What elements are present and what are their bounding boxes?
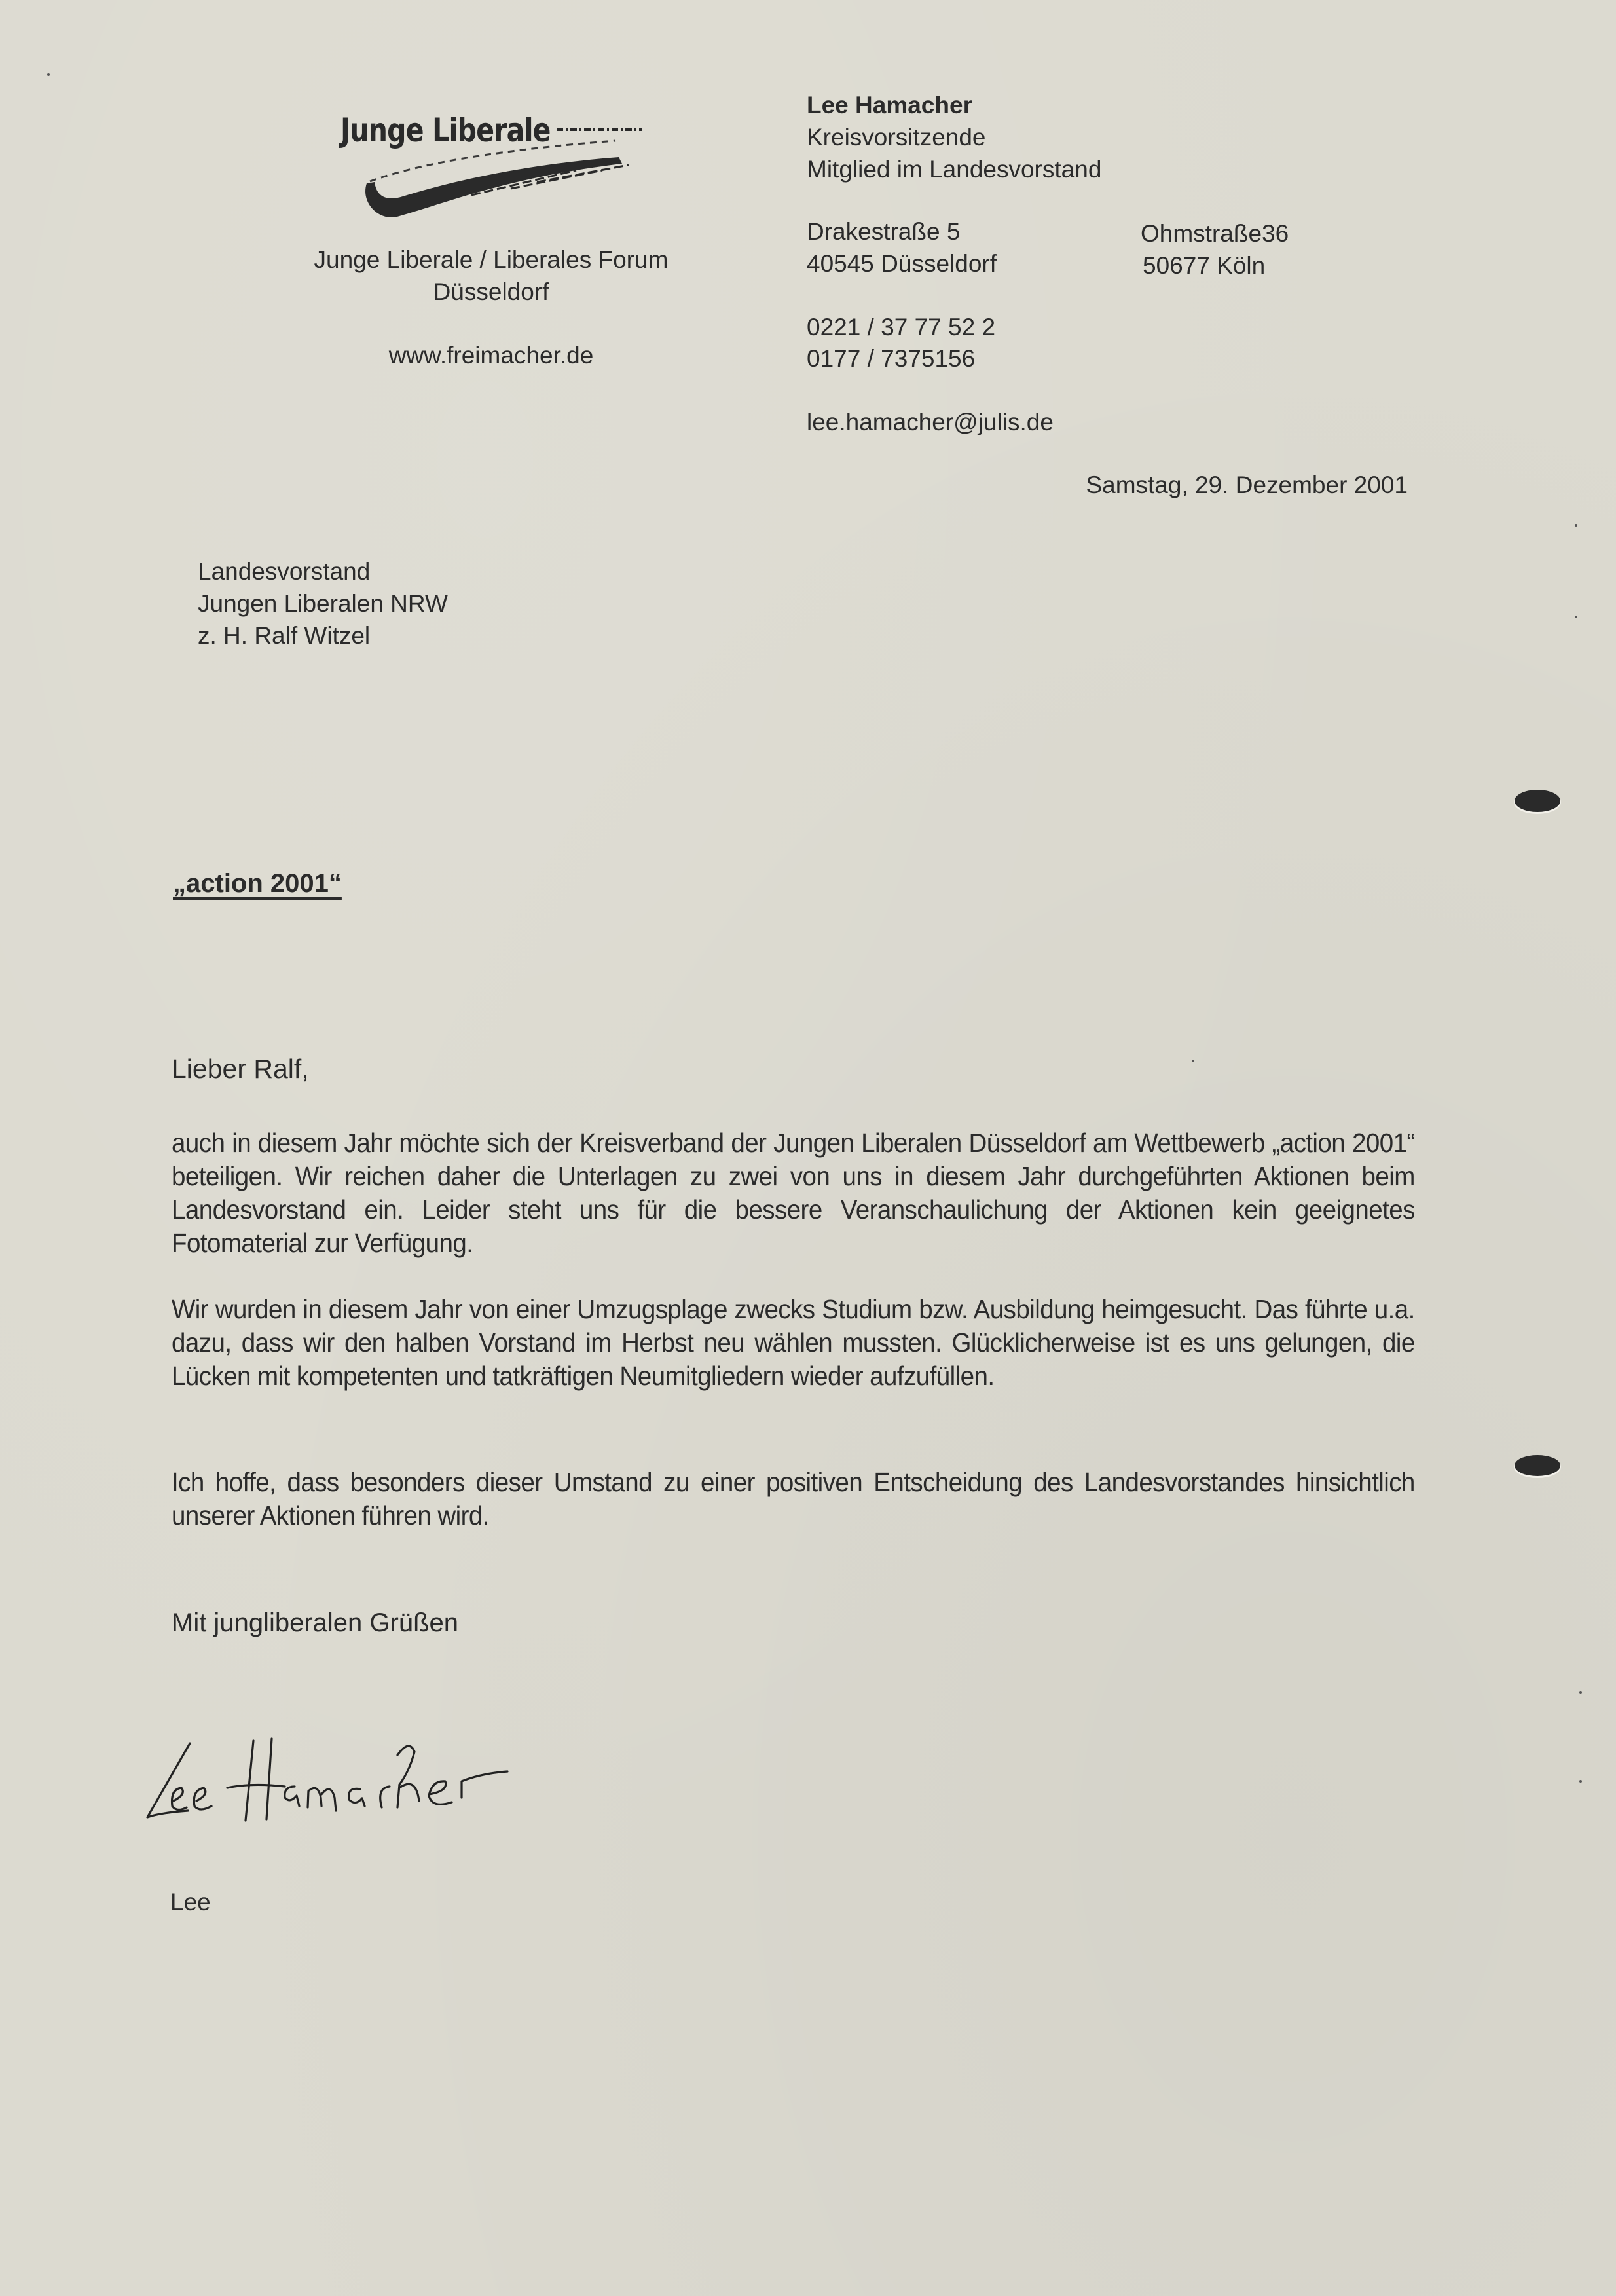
sender-mobile: 0177 / 7375156	[807, 345, 976, 372]
junge-liberale-logo	[340, 105, 642, 229]
subject-line: „action 2001“	[173, 869, 342, 898]
scan-speck	[1579, 1780, 1582, 1783]
punch-hole	[1515, 790, 1560, 812]
scan-speck	[1579, 1691, 1582, 1694]
scan-speck	[1575, 524, 1577, 527]
signature-icon	[141, 1735, 547, 1834]
scan-speck	[47, 73, 50, 76]
recipient-line2: Jungen Liberalen NRW	[198, 590, 448, 617]
sender-membership: Mitglied im Landesvorstand	[807, 156, 1102, 183]
body-paragraph: Wir wurden in diesem Jahr von einer Umzugsplage zwecks Studium bzw. Ausbildung heimgesucht. Das führte u.a. dazu, dass wir den halben Vorstand im Herbst neu wählen mussten. Glücklicherweise ist es uns gelungen, die Lücken mit kompetenten und tatkräftigen Neumitgliedern wieder aufzufüllen.	[172, 1294, 1415, 1391]
sender-email[interactable]: lee.hamacher@julis.de	[807, 409, 1054, 435]
sender-phone: 0221 / 37 77 52 2	[807, 314, 996, 341]
swoosh-icon	[340, 105, 642, 229]
sender-street-koeln: Ohmstraße36	[1141, 220, 1289, 247]
signoff-name: Lee	[170, 1889, 211, 1916]
recipient-line3: z. H. Ralf Witzel	[198, 622, 371, 649]
salutation: Lieber Ralf,	[172, 1054, 309, 1084]
sender-city-duesseldorf: 40545 Düsseldorf	[807, 250, 997, 277]
recipient-line1: Landesvorstand	[198, 558, 371, 585]
letter-date: Samstag, 29. Dezember 2001	[1086, 472, 1408, 498]
body-paragraph: Ich hoffe, dass besonders dieser Umstand zu einer positiven Entscheidung des Landesvorstandes hinsichtlich unserer Aktionen führen wird.	[172, 1467, 1415, 1530]
scan-speck	[1192, 1060, 1194, 1062]
sender-city-koeln: 50677 Köln	[1143, 252, 1266, 279]
body-paragraph: auch in diesem Jahr möchte sich der Kreisverband der Jungen Liberalen Düsseldorf am Wettbewerb „action 2001“ beteiligen. Wir reichen daher die Unterlagen zu zwei von uns in diesem Jahr durchgeführten Aktionen beim Landesvorstand ein. Leider steht uns für die bessere Veranschaulichung der Aktionen kein geeignetes Fotomaterial zur Verfügung.	[172, 1128, 1415, 1258]
organization-line2: Düsseldorf	[433, 278, 549, 305]
website-link[interactable]: www.freimacher.de	[388, 342, 594, 369]
organization-line1: Junge Liberale / Liberales Forum	[314, 246, 669, 273]
sender-street-duesseldorf: Drakestraße 5	[807, 218, 961, 245]
handwritten-signature	[141, 1735, 547, 1834]
scan-speck	[1575, 616, 1577, 618]
logo-text: Junge Liberale	[340, 111, 551, 149]
closing-phrase: Mit jungliberalen Grüßen	[172, 1608, 458, 1637]
sender-role: Kreisvorsitzende	[807, 124, 986, 151]
punch-hole	[1515, 1455, 1560, 1476]
sender-name: Lee Hamacher	[807, 92, 972, 119]
